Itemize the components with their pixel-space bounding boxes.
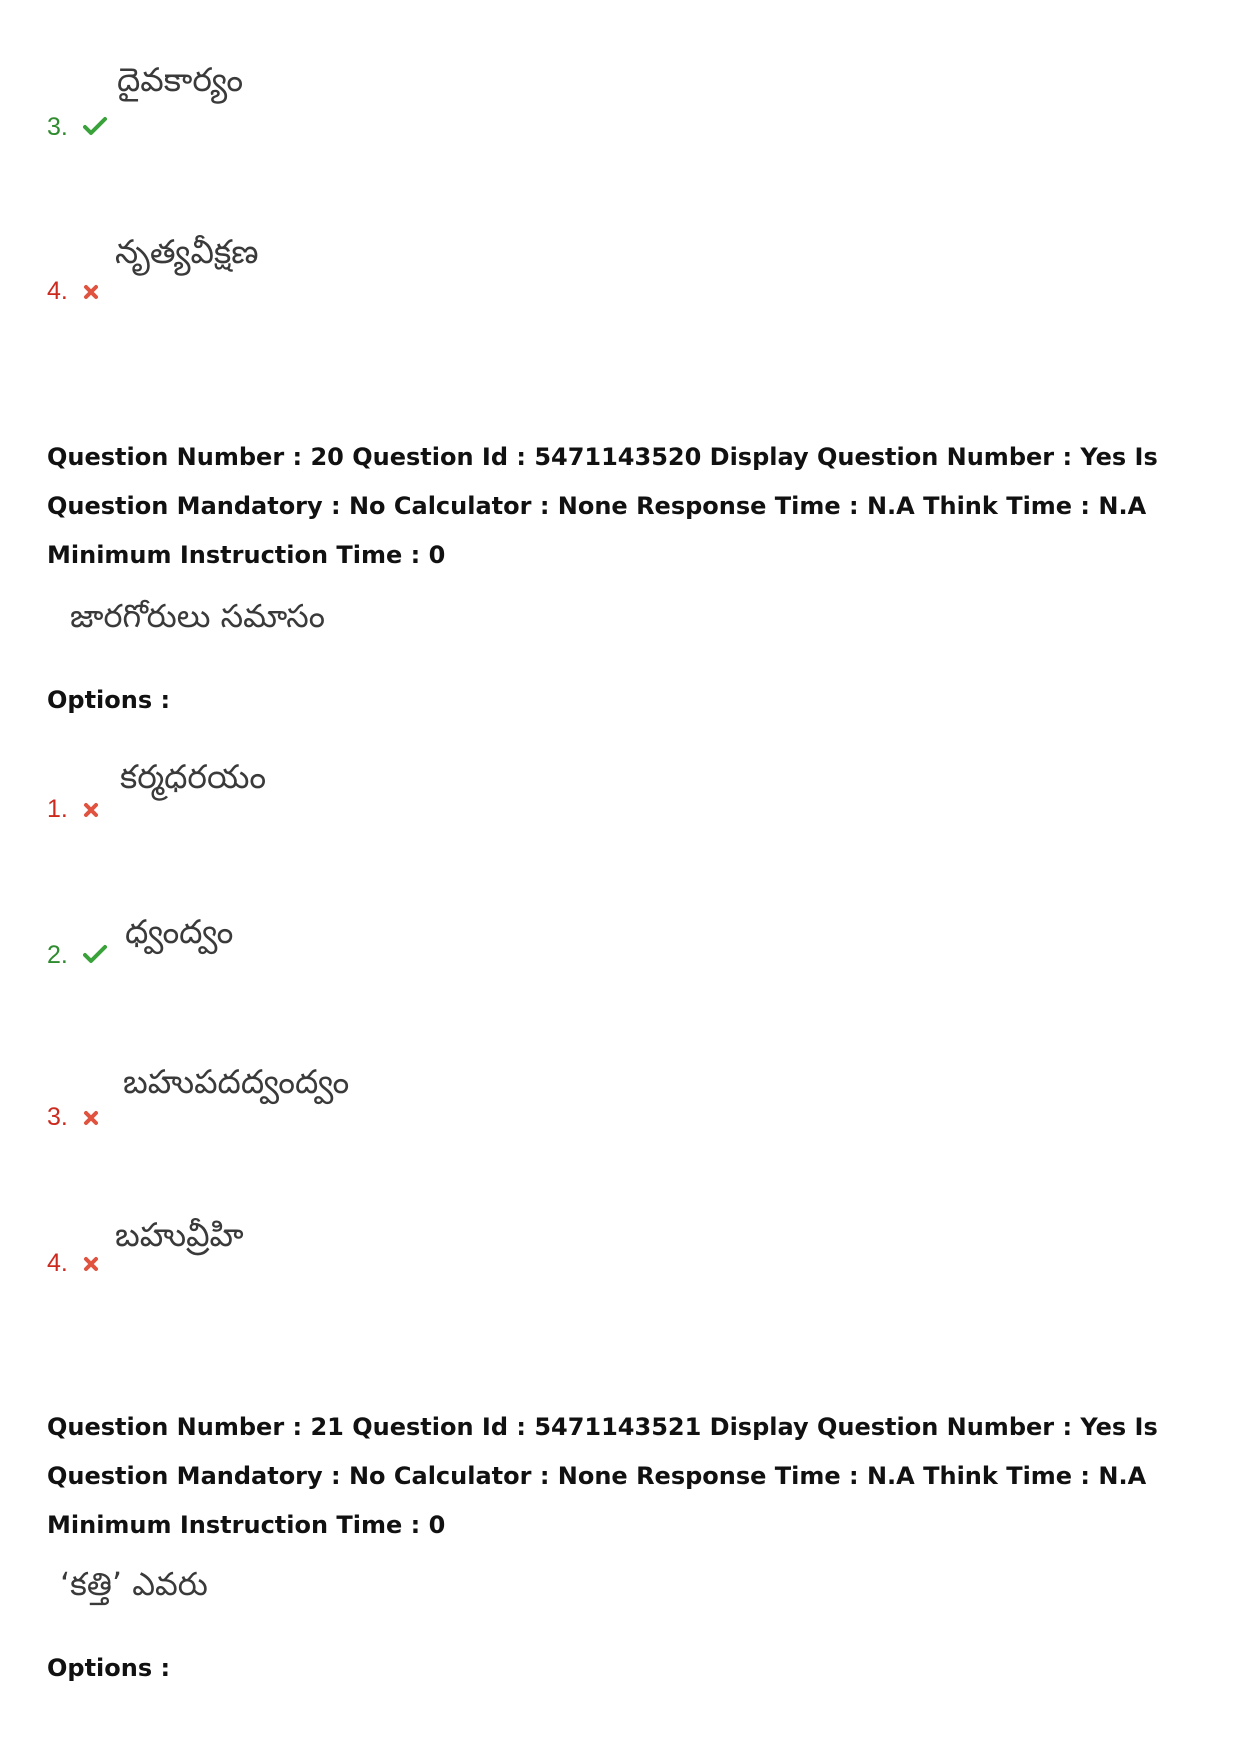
option-text: బహుపదద్వంద్వం: [123, 1062, 350, 1101]
question-text: ‘కత్తి’ ఎవరు: [60, 1565, 208, 1603]
option-item: [47, 795, 99, 825]
option-number: 3.: [47, 1103, 68, 1131]
option-item: [47, 113, 107, 143]
question-meta: Question Number : 21 Question Id : 5471143521 Display Question Number : Yes Is Question Mandatory : No Calculator : None Response Time : N.A Think Time : N.A Minimum Instruction Time : 0: [47, 1413, 1158, 1539]
options-label: Options :: [47, 686, 171, 714]
cross-icon: [83, 1104, 99, 1133]
option-item: [47, 1249, 99, 1279]
option-number: 3.: [47, 113, 68, 141]
options-label: Options :: [47, 1654, 171, 1682]
option-text: నృత్యవీక్షణ: [115, 232, 259, 271]
option-text: కర్మధరయం: [120, 757, 267, 796]
question-text: జారగోరులు సమాసం: [70, 597, 325, 635]
option-text: దైవకార్యం: [117, 60, 244, 99]
option-item: [47, 941, 107, 971]
check-icon: [83, 114, 107, 143]
option-text: ధ్వంద్వం: [125, 912, 234, 951]
check-icon: [83, 942, 107, 971]
question-meta: Question Number : 20 Question Id : 5471143520 Display Question Number : Yes Is Question Mandatory : No Calculator : None Response Time : N.A Think Time : N.A Minimum Instruction Time : 0: [47, 443, 1158, 569]
option-number: 1.: [47, 795, 68, 823]
option-text: బహువ్రీహి: [115, 1215, 244, 1254]
cross-icon: [83, 278, 99, 307]
cross-icon: [83, 796, 99, 825]
cross-icon: [83, 1250, 99, 1279]
option-item: [47, 1103, 99, 1133]
option-number: 4.: [47, 1249, 68, 1277]
option-number: 4.: [47, 277, 68, 305]
option-item: [47, 277, 99, 307]
option-number: 2.: [47, 941, 68, 969]
